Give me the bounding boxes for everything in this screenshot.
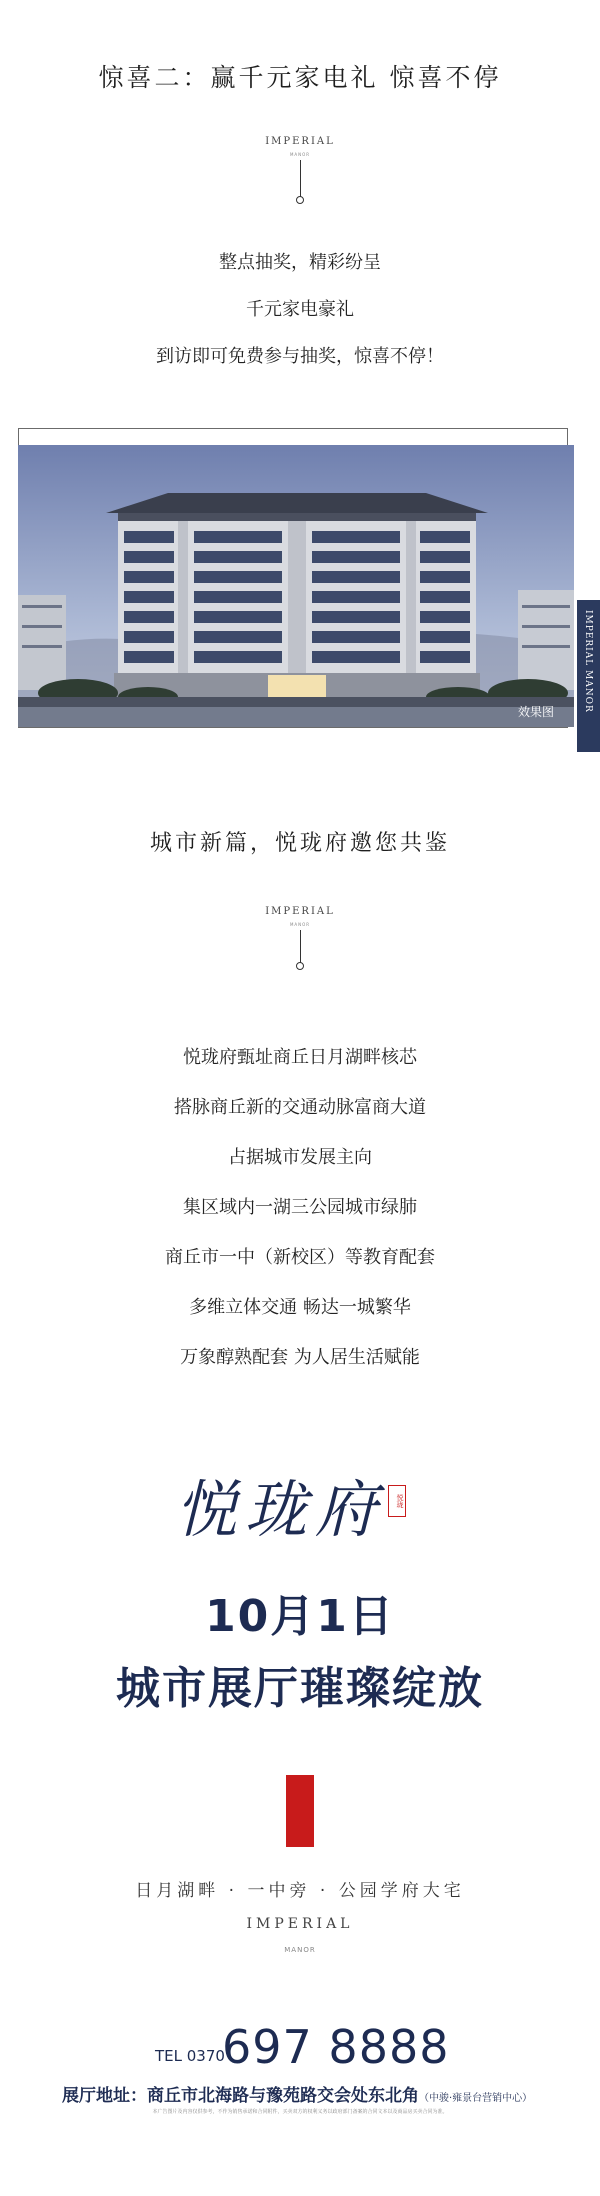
footer-brand: IMPERIAL bbox=[246, 1916, 354, 1932]
address-label: 展厅地址： bbox=[62, 2086, 147, 2106]
address-note: （中骏·雍景台营销中心） bbox=[419, 2093, 533, 2104]
side-tag-text: IMPERIAL MANOR bbox=[583, 610, 593, 713]
photo-caption: 效果图 bbox=[518, 705, 555, 719]
disclaimer: 本广告图片及内容仅供参考，不作为销售承诺和合同附件，买卖双方的权利义务以政府部门备案的合同文本以及商品房买卖合同为准。 bbox=[152, 2109, 448, 2115]
section2-line-2: 搭脉商丘新的交通动脉富商大道 bbox=[174, 1097, 426, 1118]
tel-prefix: TEL 0370 bbox=[155, 2047, 225, 2065]
red-seal-block bbox=[286, 1775, 314, 1847]
section2-line-5: 商丘市一中（新校区）等教育配套 bbox=[165, 1247, 435, 1268]
address-text: 商丘市北海路与豫苑路交会处东北角 bbox=[147, 2086, 419, 2106]
address-line bbox=[62, 2081, 532, 2106]
section2-brand-sub: MANOR bbox=[289, 922, 311, 927]
section1-brand: IMPERIAL bbox=[265, 136, 335, 147]
section2-line-1: 悦珑府甄址商丘日月湖畔核芯 bbox=[183, 1047, 417, 1068]
section1-line-3: 到访即可免费参与抽奖，惊喜不停！ bbox=[156, 346, 444, 367]
pin-line-2 bbox=[300, 930, 301, 964]
section2-line-6: 多维立体交通 畅达一城繁华 bbox=[189, 1297, 411, 1318]
section2-line-7: 万象醇熟配套 为人居生活赋能 bbox=[180, 1347, 420, 1368]
logo-seal: 悦珑 bbox=[388, 1485, 406, 1517]
section1-line-1: 整点抽奖，精彩纷呈 bbox=[219, 252, 381, 273]
pin-dot-2 bbox=[296, 962, 304, 970]
side-tag bbox=[577, 600, 600, 752]
footer-tagline: 日月湖畔 · 一中旁 · 公园学府大宅 bbox=[135, 1881, 465, 1901]
section1-line-2: 千元家电豪礼 bbox=[246, 299, 354, 320]
project-logo: 悦珑府 bbox=[174, 1473, 385, 1546]
tel-number[interactable]: 697 8888 bbox=[222, 2020, 450, 2074]
section2-brand: IMPERIAL bbox=[265, 906, 335, 917]
pin-dot-1 bbox=[296, 196, 304, 204]
pin-line-1 bbox=[300, 160, 301, 198]
event-date: 10月1日 bbox=[205, 1591, 395, 1642]
building-rendering bbox=[18, 445, 574, 727]
section1-brand-sub: MANOR bbox=[289, 152, 311, 157]
section2-line-4: 集区域内一湖三公园城市绿肺 bbox=[183, 1197, 417, 1218]
section2-title: 城市新篇，悦珑府邀您共鉴 bbox=[149, 831, 450, 856]
footer-brand-sub: MANOR bbox=[284, 1946, 316, 1954]
event-headline: 城市展厅璀璨绽放 bbox=[116, 1663, 484, 1714]
section1-title: 惊喜二：赢千元家电礼 惊喜不停 bbox=[98, 63, 502, 92]
section2-line-3: 占据城市发展主向 bbox=[228, 1147, 372, 1168]
